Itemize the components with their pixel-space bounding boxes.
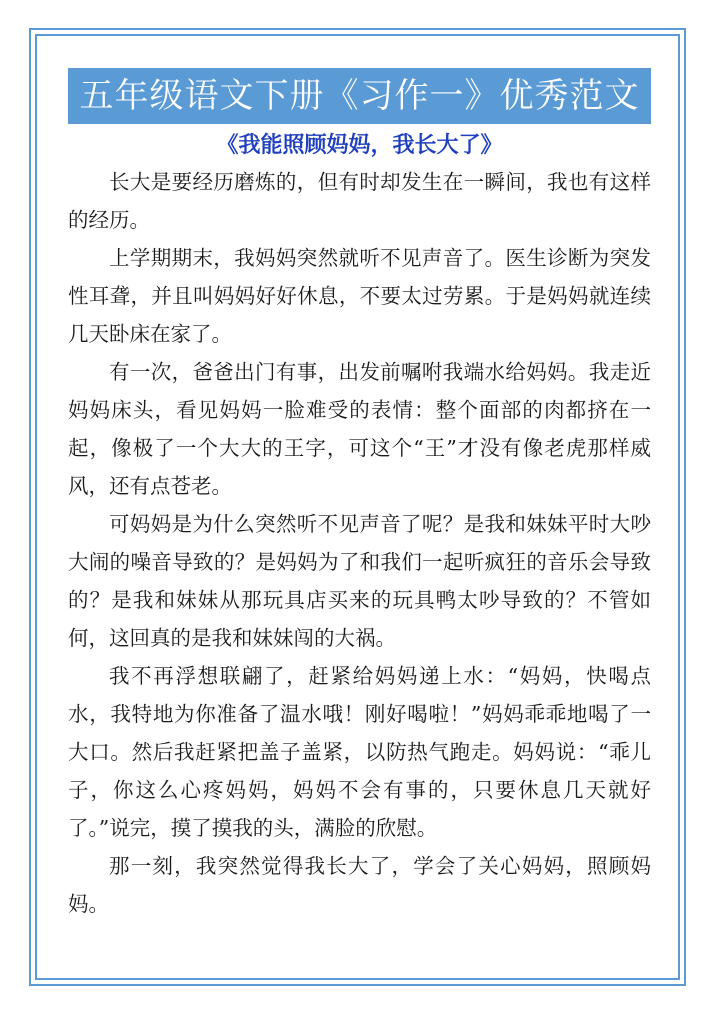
paragraph: 上学期期末，我妈妈突然就听不见声音了。医生诊断为突发性耳聋，并且叫妈妈好好休息，不要太过劳累。于是妈妈就连续几天卧床在家了。 xyxy=(68,246,651,346)
essay-body xyxy=(68,163,651,923)
page-title: 五年级语文下册《习作一》优秀范文 xyxy=(68,68,651,124)
paragraph: 那一刻，我突然觉得我长大了，学会了关心妈妈，照顾妈妈。 xyxy=(68,854,651,916)
essay-title: 《我能照顾妈妈，我长大了》 xyxy=(216,133,503,158)
paragraph: 可妈妈是为什么突然听不见声音了呢？是我和妹妹平时大吵大闹的噪音导致的？是妈妈为了和我们一起听疯狂的音乐会导致的？是我和妹妹从那玩具店买来的玩具鸭太吵导致的？不管如何，这回真的是我和妹妹闯的大祸。 xyxy=(68,512,651,650)
paragraph: 长大是要经历磨炼的，但有时却发生在一瞬间，我也有这样的经历。 xyxy=(68,170,651,232)
paragraph: 我不再浮想联翩了，赶紧给妈妈递上水：“妈妈，快喝点水，我特地为你准备了温水哦！刚好喝啦！”妈妈乖乖地喝了一大口。然后我赶紧把盖子盖紧，以防热气跑走。妈妈说：“乖儿子，你这么心疼妈妈，妈妈不会有事的，只要休息几天就好了。”说完，摸了摸我的头，满脸的欣慰。 xyxy=(68,664,651,840)
paragraph: 有一次，爸爸出门有事，出发前嘱咐我端水给妈妈。我走近妈妈床头，看见妈妈一脸难受的表情：整个面部的肉都挤在一起，像极了一个大大的王字，可这个“王”才没有像老虎那样威风，还有点苍老。 xyxy=(68,360,651,498)
